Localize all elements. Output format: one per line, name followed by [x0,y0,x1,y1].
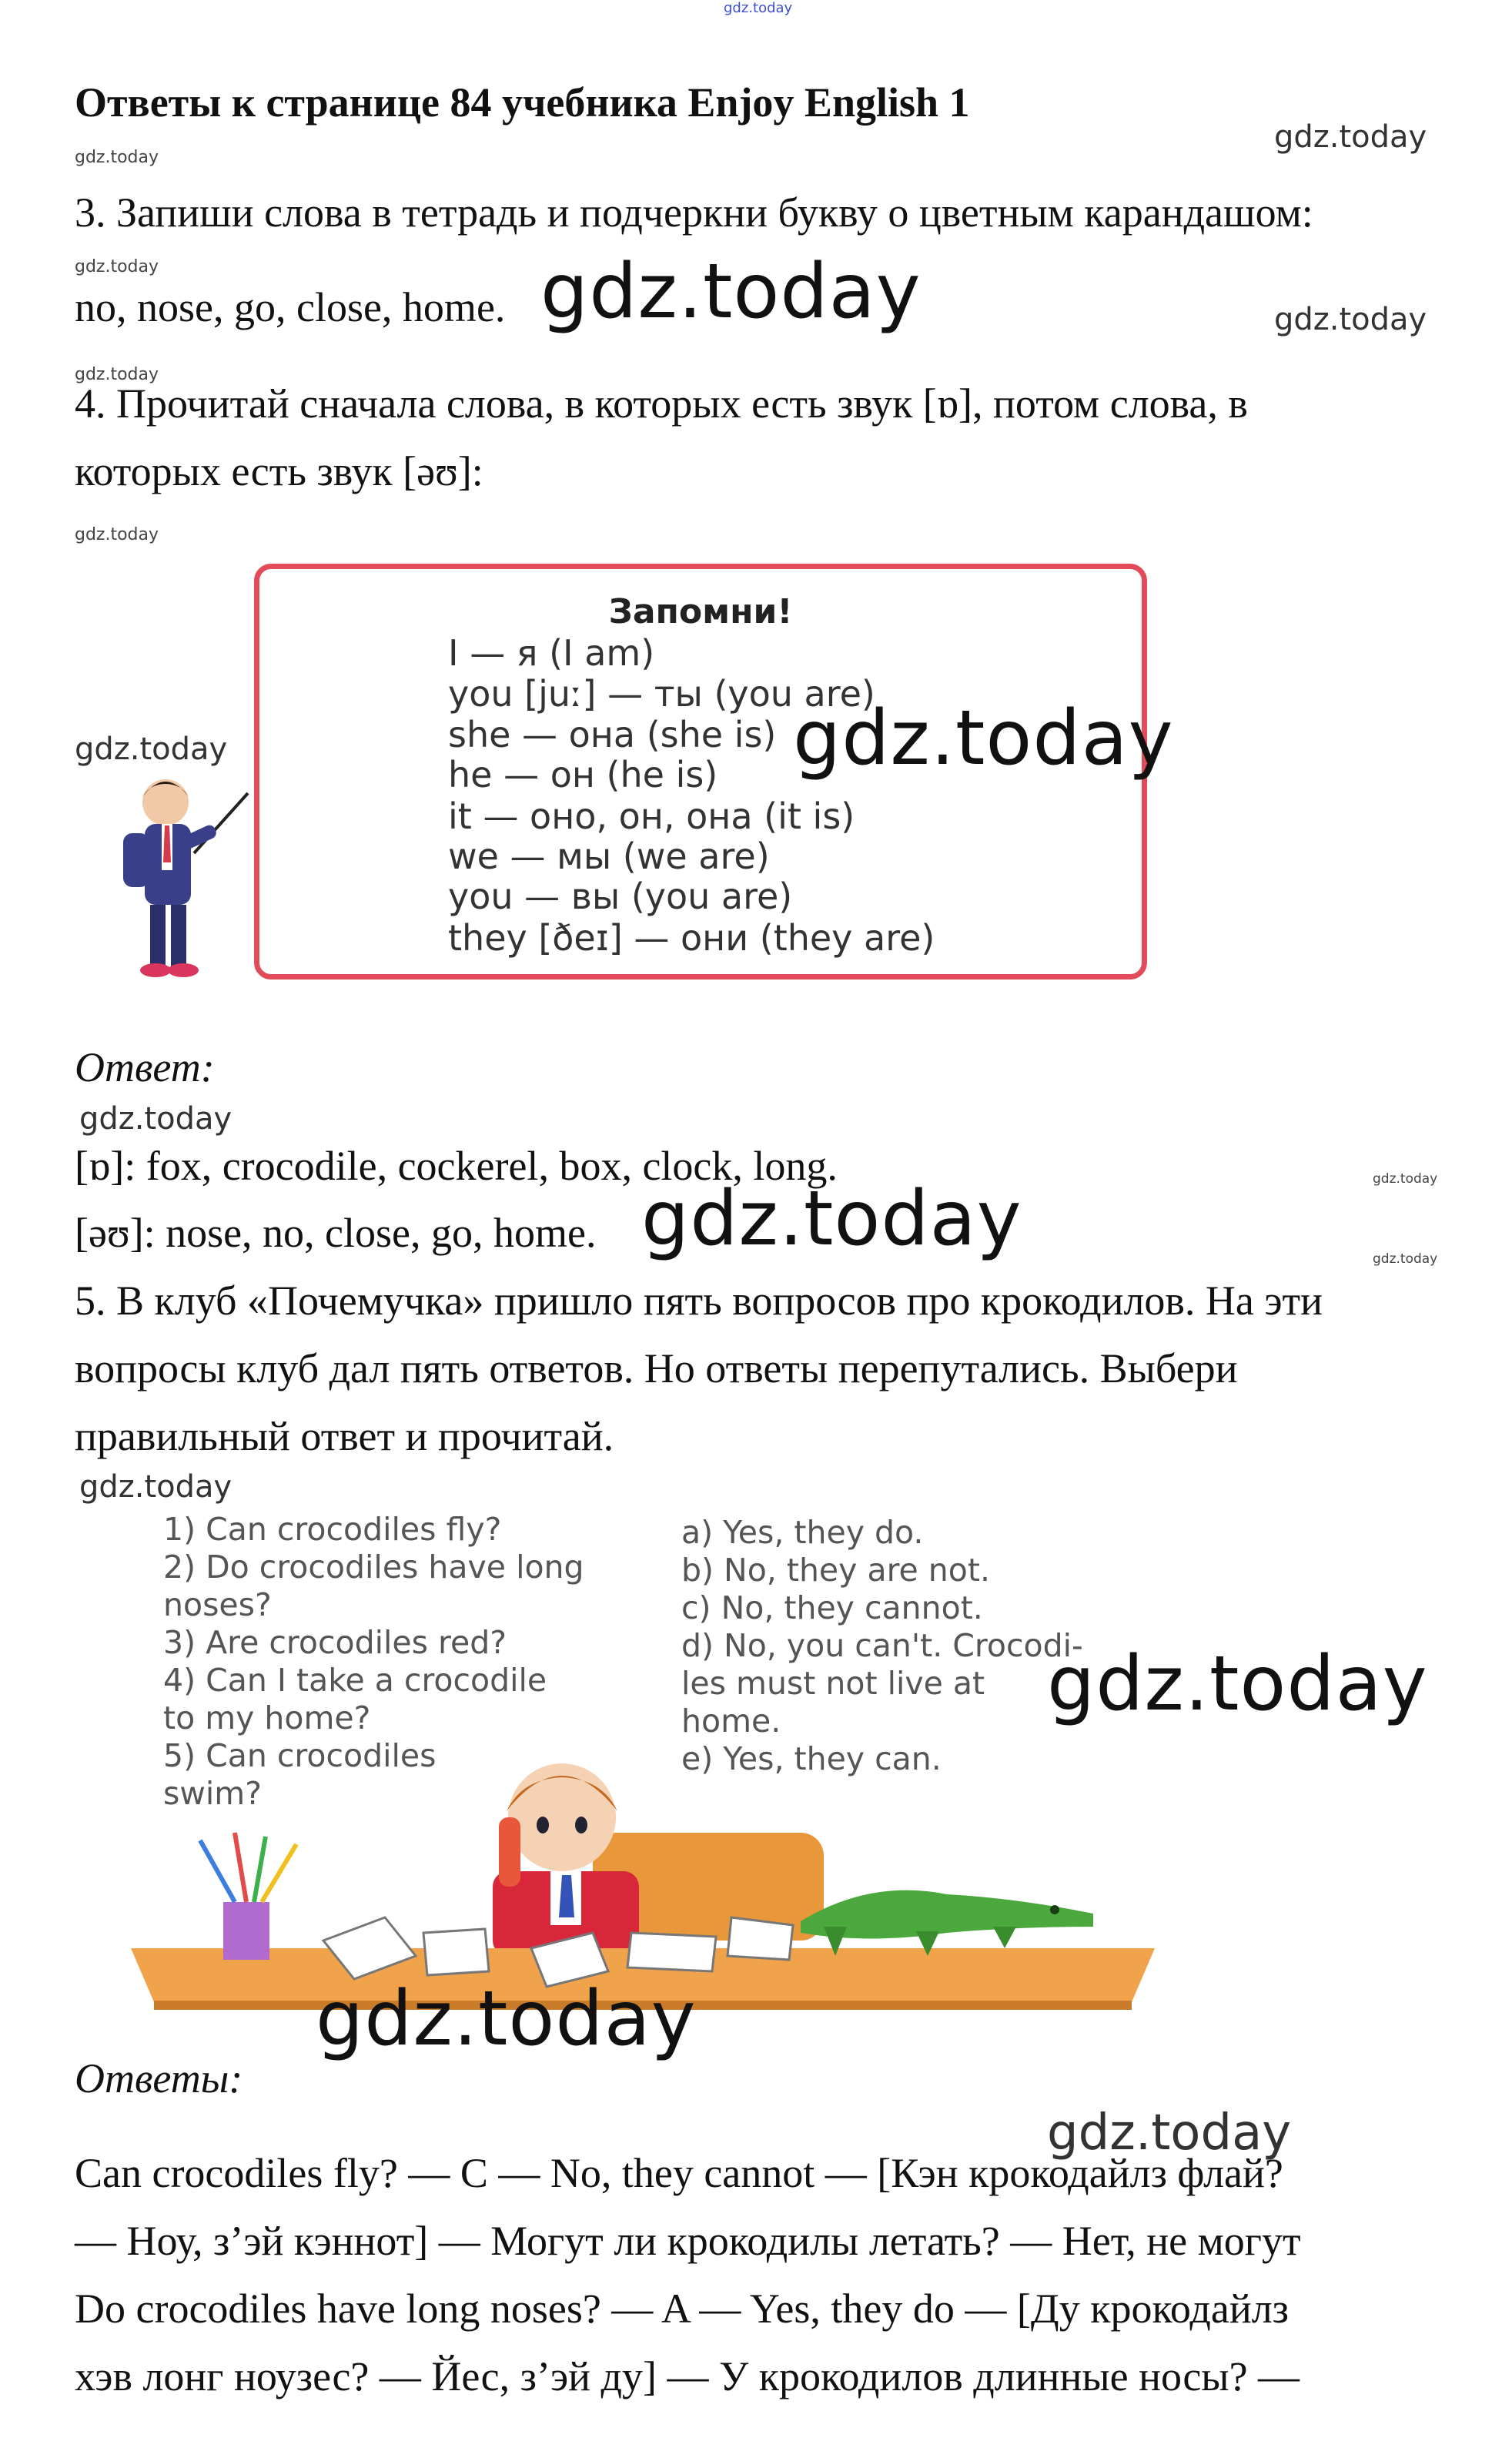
option-line: c) No, they cannot. [681,1589,983,1626]
remember-line: they [ðeɪ] — они (they are) [448,917,935,959]
task4-prompt-line1: 4. Прочитай сначала слова, в которых есть звук [ɒ], потом слова, в [75,380,1248,427]
task5-prompt-line2: вопросы клуб дал пять ответов. Но ответы перепутались. Выбери [75,1345,1238,1391]
answer-line: Can crocodiles fly? — C — No, they cannot — [Кэн крокодайлз флай? [75,2150,1283,2196]
question-line: 1) Can crocodiles fly? [163,1511,502,1548]
option-line: home. [681,1703,781,1740]
watermark-large: gdz.today [540,248,922,336]
remember-line: he — он (he is) [448,754,718,795]
watermark-medium: gdz.today [1274,119,1427,155]
watermark-large: gdz.today [641,1175,1022,1263]
option-line: b) No, they are not. [681,1552,990,1589]
task5-prompt-line1: 5. В клуб «Почемучка» пришло пять вопросов про крокодилов. На эти [75,1278,1323,1324]
watermark-small: gdz.today [75,525,159,544]
watermark-small: gdz.today [75,365,159,384]
watermark-medium: gdz.today [1047,2105,1292,2162]
option-line: les must not live at [681,1665,985,1702]
watermark-small: gdz.today [75,257,159,276]
answer-label: Ответ: [75,1044,215,1090]
task4-answer-line1: [ɒ]: fox, crocodile, cockerel, box, clock, long. [75,1143,838,1189]
option-line: e) Yes, they can. [681,1740,942,1777]
option-line: d) No, you can't. Crocodi- [681,1627,1083,1664]
watermark-large: gdz.today [793,695,1174,782]
watermark-medium: gdz.today [79,1101,232,1137]
remember-line: we — мы (we are) [448,836,770,877]
teacher-illustration [108,762,254,986]
page-title: Ответы к странице 84 учебника Enjoy English 1 [75,79,970,126]
answer-line: хэв лонг ноузес? — Йес, з’эй ду] — У крокодилов длинные носы? — [75,2353,1300,2399]
question-line: 4) Can I take a crocodile [163,1662,547,1699]
task5-prompt-line3: правильный ответ и прочитай. [75,1413,614,1459]
remember-line: I — я (I am) [448,632,655,674]
remember-line: you [juː] — ты (you are) [448,673,875,715]
watermark-medium: gdz.today [79,1469,232,1505]
question-line: 3) Are crocodiles red? [163,1624,507,1661]
question-line: noses? [163,1586,272,1623]
remember-title: Запомни! [608,592,793,631]
watermark-small: gdz.today [1373,1171,1438,1187]
task3-prompt: 3. Запиши слова в тетрадь и подчеркни букву о цветным карандашом: [75,189,1313,236]
watermark-small: gdz.today [1373,1251,1438,1267]
watermark-medium: gdz.today [1274,302,1427,337]
question-line: 5) Can crocodiles [163,1737,437,1774]
question-line: swim? [163,1775,262,1812]
task4-prompt-line2: которых есть звук [əʊ]: [75,448,483,494]
task4-answer-line2: [əʊ]: nose, no, close, go, home. [75,1210,597,1256]
remember-line: she — она (she is) [448,714,777,755]
option-line: a) Yes, they do. [681,1514,924,1551]
watermark-large: gdz.today [1047,1640,1428,1728]
watermark-top: gdz.today [724,0,793,16]
watermark-medium: gdz.today [75,732,228,767]
remember-line: it — оно, он, она (it is) [448,795,855,837]
task3-answer: no, nose, go, close, home. [75,284,506,330]
answers-label: Ответы: [75,2055,243,2101]
watermark-small: gdz.today [75,148,159,167]
boy-crocodile-illustration [131,1725,1155,2018]
answer-line: — Ноу, з’эй кэннот] — Могут ли крокодилы летать? — Нет, не могут [75,2218,1301,2264]
answer-line: Do crocodiles have long noses? — A — Yes, they do — [Ду крокодайлз [75,2286,1289,2332]
question-line: to my home? [163,1700,371,1736]
question-line: 2) Do crocodiles have long [163,1549,584,1586]
remember-line: you — вы (you are) [448,876,793,917]
watermark-large: gdz.today [316,1975,697,2063]
